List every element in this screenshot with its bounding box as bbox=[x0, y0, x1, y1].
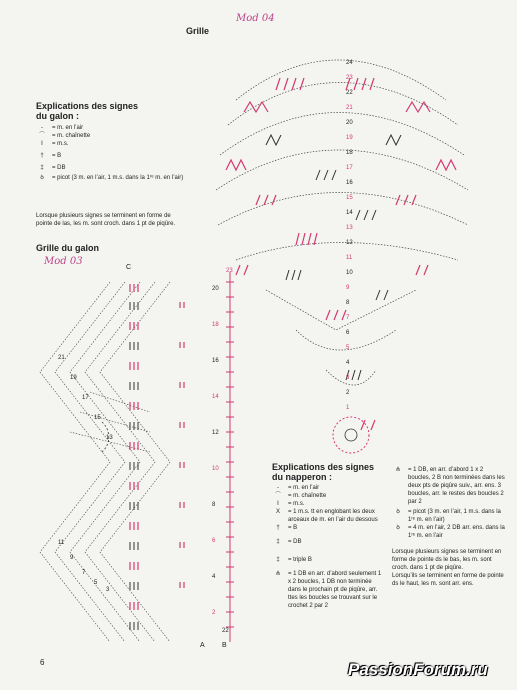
galon-row: 3 bbox=[106, 587, 110, 593]
page-number: 6 bbox=[40, 658, 45, 667]
grille-row: 11 bbox=[346, 255, 353, 261]
napperon-legend-col1 bbox=[272, 484, 384, 610]
galon-row: 18 bbox=[212, 322, 219, 328]
treble-crochet-icon: ‡ bbox=[276, 539, 280, 545]
grille-row: 7 bbox=[346, 315, 350, 321]
galon-left-numbers bbox=[40, 355, 150, 593]
galon-row: 23 bbox=[226, 268, 233, 274]
napperon-legend-item: ⋔ = 1 DB en arr. d’abord seulement 1 x 2 boucles, 1 DB non terminée dans le prochain pt de piqûre, arr. ttes les boucles se trouvant sur le crochet 2 par 2 bbox=[272, 570, 384, 610]
grille-row: 17 bbox=[346, 165, 353, 171]
grille-row: 24 bbox=[346, 60, 353, 66]
napperon-legend-item: ‡ = triple B bbox=[272, 556, 384, 564]
cluster-stitch-icon: ⋔ bbox=[395, 467, 401, 473]
galon-label-a: A bbox=[200, 642, 205, 649]
galon-row: 11 bbox=[58, 540, 65, 546]
galon-right-numbers bbox=[212, 268, 232, 648]
napperon-legend-item: ⋔ = 1 DB, en arr. d’abord 1 x 2 boucles, 2 B non terminées dans les deux pts de piqûre suiv., arr. ens. 3 boucles, arr. le restes des boucles 2 par 2 bbox=[392, 466, 507, 506]
grille-row: 10 bbox=[346, 270, 353, 276]
galon-legend-item: † = B bbox=[36, 152, 206, 160]
galon-legend-item: ꝺ = picot (3 m. en l’air, 1 m.s. dans la 1ʳᵉ m. en l’air) bbox=[36, 174, 206, 182]
napperon-note2: Lorsqu’ils se terminent en forme de pointe ds le haut, les m. sont arr. ens. bbox=[392, 573, 504, 587]
galon-legend-title-line2: du galon : bbox=[36, 111, 79, 121]
grille-row: 18 bbox=[346, 150, 353, 156]
napperon-legend-item: ‡ = DB bbox=[272, 538, 384, 546]
handwritten-mod04: Mod 04 bbox=[236, 13, 275, 24]
galon-row: 4 bbox=[212, 574, 216, 580]
sc-over-arches-icon: X bbox=[275, 509, 280, 515]
galon-row: 6 bbox=[212, 538, 216, 544]
grille-row: 6 bbox=[346, 330, 350, 336]
grille-row: 22 bbox=[346, 90, 353, 96]
picot-icon: ꝺ bbox=[40, 175, 44, 181]
single-crochet-icon: I bbox=[277, 501, 279, 507]
treble-crochet-icon: ‡ bbox=[40, 165, 44, 171]
grille-row: 15 bbox=[346, 195, 353, 201]
galon-row: 20 bbox=[212, 286, 219, 292]
grille-row: 5 bbox=[346, 345, 350, 351]
napperon-legend-item: ⌒ = m. chaînette bbox=[272, 492, 384, 500]
napperon-legend-item: ꝺ = picot (3 m. en l’air, 1 m.s. dans la 1ʳᵉ m. en l’air) bbox=[392, 508, 507, 524]
galon-legend-item: ⌒ = m. chaînette bbox=[36, 132, 206, 140]
grille-title: Grille bbox=[186, 26, 210, 36]
galon-row: 17 bbox=[82, 395, 89, 401]
napperon-legend-col2 bbox=[392, 466, 507, 588]
grille-row: 20 bbox=[346, 120, 353, 126]
grille-row: 16 bbox=[346, 180, 353, 186]
galon-row: 5 bbox=[94, 580, 98, 586]
napperon-legend-item: X = 1 m.s. tt en englobant les deux arceaux de m. en l’air du dessous bbox=[272, 508, 384, 524]
grille-row: 1 bbox=[346, 405, 350, 411]
slip-stitch-icon: ⌒ bbox=[274, 493, 281, 499]
grille-row: 12 bbox=[346, 240, 353, 246]
grille-row: 13 bbox=[346, 225, 353, 231]
triple-treble-icon: ‡ bbox=[276, 557, 280, 563]
grille-row: 21 bbox=[346, 105, 353, 111]
galon-row: 13 bbox=[106, 435, 113, 441]
grille-row: 9 bbox=[346, 285, 350, 291]
grille-row: 23 bbox=[346, 75, 353, 81]
napperon-note1: Lorsque plusieurs signes se terminent en forme de pointe ds le bas, les m. sont croch. dans 1 pt de piqûre. bbox=[392, 549, 502, 571]
galon-legend-item: - = m. en l’air bbox=[36, 124, 206, 132]
picot-icon: ꝺ bbox=[396, 509, 400, 515]
chain-stitch-icon: - bbox=[277, 485, 279, 491]
handwritten-mod03: Mod 03 bbox=[44, 256, 83, 267]
galon-row: 16 bbox=[212, 358, 219, 364]
galon-legend-item: ‡ = DB bbox=[36, 164, 206, 172]
grille-row: 2 bbox=[346, 390, 350, 396]
chain-stitch-icon: - bbox=[41, 125, 43, 131]
double-crochet-icon: † bbox=[276, 525, 280, 531]
galon-row: 22 bbox=[222, 628, 229, 634]
galon-legend-list bbox=[36, 124, 206, 182]
galon-row: 2 bbox=[212, 610, 216, 616]
galon-grid-title: Grille du galon bbox=[36, 243, 100, 253]
galon-note: Lorsque plusieurs signes se terminent en forme de pointe de las, les m. sont croch. dans 1 pt de piqûre. bbox=[36, 213, 176, 227]
picot-cluster-icon: ꝺ bbox=[396, 525, 400, 531]
galon-row: 19 bbox=[70, 375, 77, 381]
grille-row: 4 bbox=[346, 360, 350, 366]
galon-row: 10 bbox=[212, 466, 219, 472]
galon-row: 21 bbox=[58, 355, 65, 361]
galon-label-c: C bbox=[126, 264, 132, 271]
grille-row-numbers bbox=[346, 60, 370, 430]
galon-legend-title-line1: Explications des signes bbox=[36, 101, 139, 111]
napperon-legend-title bbox=[272, 462, 392, 482]
galon-legend-title bbox=[36, 101, 196, 121]
galon-row: 8 bbox=[212, 502, 216, 508]
galon-row: 15 bbox=[94, 415, 101, 421]
slip-stitch-icon: ⌒ bbox=[38, 133, 45, 139]
grille-row: 3 bbox=[346, 375, 350, 381]
galon-legend-item: I = m.s. bbox=[36, 140, 206, 148]
napperon-legend-title-line1: Explications des signes bbox=[272, 462, 375, 472]
galon-row: 14 bbox=[212, 394, 219, 400]
galon-row: 7 bbox=[82, 570, 86, 576]
grille-row: 8 bbox=[346, 300, 350, 306]
galon-row: 9 bbox=[70, 555, 74, 561]
galon-label-b: B bbox=[222, 642, 227, 649]
napperon-legend-title-line2: du napperon : bbox=[272, 472, 332, 482]
double-crochet-icon: † bbox=[40, 153, 44, 159]
single-crochet-icon: I bbox=[41, 141, 43, 147]
watermark: PassionForum.ru bbox=[348, 660, 488, 679]
cluster-stitch-icon: ⋔ bbox=[275, 571, 281, 577]
galon-row: 12 bbox=[212, 430, 219, 436]
napperon-legend-item: ꝺ = 4 m. en l’air, 2 DB arr. ens. dans la 1ʳᵉ m. en l’air bbox=[392, 524, 507, 540]
napperon-legend-item: † = B bbox=[272, 524, 384, 532]
napperon-legend-item: - = m. en l’air bbox=[272, 484, 384, 492]
napperon-legend-item: I = m.s. bbox=[272, 500, 384, 508]
grille-row: 19 bbox=[346, 135, 353, 141]
grille-row: 14 bbox=[346, 210, 353, 216]
